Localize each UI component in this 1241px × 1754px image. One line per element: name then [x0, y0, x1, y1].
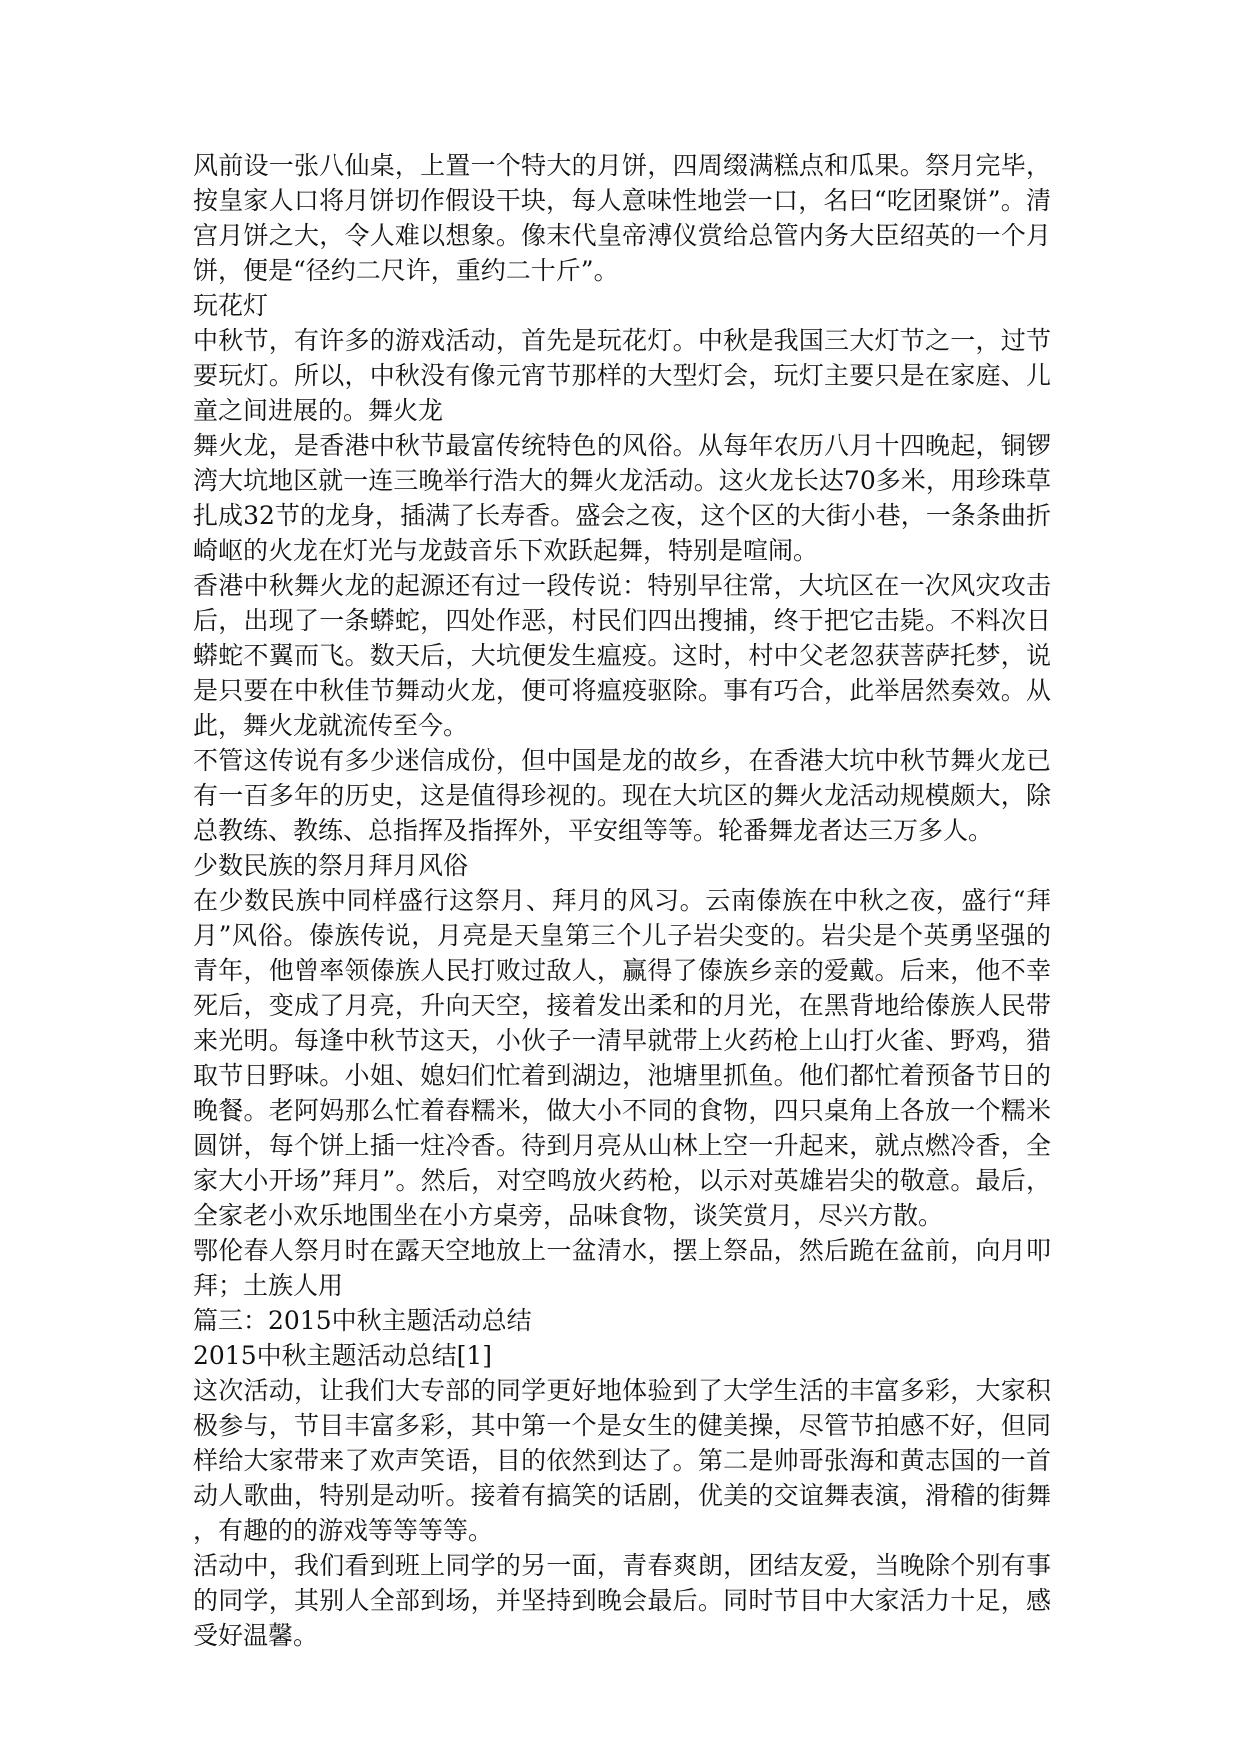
section-heading [193, 1303, 1051, 1338]
paragraph [193, 1548, 1051, 1653]
paragraph-line: 后，出现了一条蟒蛇，四处作恶，村民们四出搜捕，终于把它击毙。不料次日 [193, 606, 1051, 635]
paragraph-line: 受好温馨。 [193, 1621, 319, 1650]
paragraph-line: 家大小开场”拜月”。然后，对空鸣放火药枪，以示对英雄岩尖的敬意。最后， [193, 1166, 1051, 1195]
section-heading [193, 1338, 1051, 1373]
paragraph-line: 童之间进展的。舞火龙 [193, 396, 444, 425]
heading-text: 篇三：2015中秋主题活动总结 [193, 1306, 532, 1335]
paragraph-line: 这次活动，让我们大专部的同学更好地体验到了大学生活的丰富多彩，大家积 [193, 1376, 1051, 1405]
paragraph-line: 青年，他曾率领傣族人民打败过敌人，赢得了傣族乡亲的爱戴。后来，他不幸 [193, 956, 1051, 985]
paragraph-line: 要玩灯。所以，中秋没有像元宵节那样的大型灯会，玩灯主要只是在家庭、儿 [193, 361, 1051, 390]
paragraph [193, 1233, 1051, 1303]
paragraph-line: 湾大坑地区就一连三晚举行浩大的舞火龙活动。这火龙长达70多米，用珍珠草 [193, 466, 1051, 495]
paragraph-line: 月”风俗。傣族传说，月亮是天皇第三个儿子岩尖变的。岩尖是个英勇坚强的 [193, 921, 1051, 950]
paragraph-line: 极参与，节目丰富多彩，其中第一个是女生的健美操，尽管节拍感不好，但同 [193, 1411, 1051, 1440]
paragraph [193, 883, 1051, 1233]
paragraph-line: 在少数民族中同样盛行这祭月、拜月的风习。云南傣族在中秋之夜，盛行“拜 [193, 886, 1051, 915]
paragraph-line: 此，舞火龙就流传至今。 [193, 711, 469, 740]
paragraph-line: 舞火龙，是香港中秋节最富传统特色的风俗。从每年农历八月十四晚起，铜锣 [193, 431, 1051, 460]
paragraph-line: 宫月饼之大，令人难以想象。像末代皇帝溥仪赏给总管内务大臣绍英的一个月 [193, 221, 1051, 250]
paragraph-line: 饼，便是“径约二尺许，重约二十斤”。 [193, 256, 619, 285]
paragraph-line: 有一百多年的历史，这是值得珍视的。现在大坑区的舞火龙活动规模颇大，除 [193, 781, 1051, 810]
document-body [193, 148, 1051, 1653]
paragraph-line: 晚餐。老阿妈那么忙着舂糯米，做大小不同的食物，四只桌角上各放一个糯米 [193, 1096, 1051, 1125]
heading-text: 少数民族的祭月拜月风俗 [193, 851, 469, 880]
paragraph [193, 743, 1051, 848]
paragraph-line: 全家老小欢乐地围坐在小方桌旁，品味食物，谈笑赏月，尽兴方散。 [193, 1201, 944, 1230]
paragraph-line: 的同学，其别人全部到场，并坚持到晚会最后。同时节目中大家活力十足，感 [193, 1586, 1051, 1615]
paragraph-line: 拜；土族人用 [193, 1271, 344, 1300]
paragraph-line: 动人歌曲，特别是动听。接着有搞笑的话剧，优美的交谊舞表演，滑稽的街舞 [193, 1481, 1051, 1510]
paragraph [193, 323, 1051, 428]
paragraph-line: 按皇家人口将月饼切作假设干块，每人意味性地尝一口，名曰“吃团聚饼”。清 [193, 186, 1051, 215]
section-heading [193, 288, 1051, 323]
paragraph-line: 扎成32节的龙身，插满了长寿香。盛会之夜，这个区的大街小巷，一条条曲折 [193, 501, 1051, 530]
heading-text: 2015中秋主题活动总结[1] [193, 1341, 493, 1370]
paragraph-line: 崎岖的火龙在灯光与龙鼓音乐下欢跃起舞，特别是喧闹。 [193, 536, 819, 565]
paragraph-line: 取节日野味。小姐、媳妇们忙着到湖边，池塘里抓鱼。他们都忙着预备节日的 [193, 1061, 1051, 1090]
paragraph-line: ，有趣的的游戏等等等等。 [193, 1516, 494, 1545]
paragraph-line: 香港中秋舞火龙的起源还有过一段传说：特别早往常，大坑区在一次风灾攻击 [193, 571, 1051, 600]
paragraph [193, 428, 1051, 568]
paragraph-line: 样给大家带来了欢声笑语，目的依然到达了。第二是帅哥张海和黄志国的一首 [193, 1446, 1051, 1475]
paragraph-line: 不管这传说有多少迷信成份，但中国是龙的故乡，在香港大坑中秋节舞火龙已 [193, 746, 1051, 775]
paragraph-line: 死后，变成了月亮，升向天空，接着发出柔和的月光，在黑背地给傣族人民带 [193, 991, 1051, 1020]
paragraph-line: 蟒蛇不翼而飞。数天后，大坑便发生瘟疫。这时，村中父老忽获菩萨托梦，说 [193, 641, 1051, 670]
paragraph-line: 总教练、教练、总指挥及指挥外，平安组等等。轮番舞龙者达三万多人。 [193, 816, 994, 845]
paragraph [193, 1373, 1051, 1548]
paragraph-line: 鄂伦春人祭月时在露天空地放上一盆清水，摆上祭品，然后跪在盆前，向月叩 [193, 1236, 1051, 1265]
paragraph [193, 148, 1051, 288]
section-heading [193, 848, 1051, 883]
paragraph-line: 是只要在中秋佳节舞动火龙，便可将瘟疫驱除。事有巧合，此举居然奏效。从 [193, 676, 1051, 705]
paragraph-line: 中秋节，有许多的游戏活动，首先是玩花灯。中秋是我国三大灯节之一，过节 [193, 326, 1051, 355]
paragraph-line: 圆饼，每个饼上插一炷冷香。待到月亮从山林上空一升起来，就点燃冷香，全 [193, 1131, 1051, 1160]
paragraph [193, 568, 1051, 743]
paragraph-line: 来光明。每逢中秋节这天，小伙子一清早就带上火药枪上山打火雀、野鸡，猎 [193, 1026, 1051, 1055]
paragraph-line: 风前设一张八仙桌，上置一个特大的月饼，四周缀满糕点和瓜果。祭月完毕， [193, 151, 1051, 180]
paragraph-line: 活动中，我们看到班上同学的另一面，青春爽朗，团结友爱，当晚除个别有事 [193, 1551, 1051, 1580]
heading-text: 玩花灯 [193, 291, 269, 320]
